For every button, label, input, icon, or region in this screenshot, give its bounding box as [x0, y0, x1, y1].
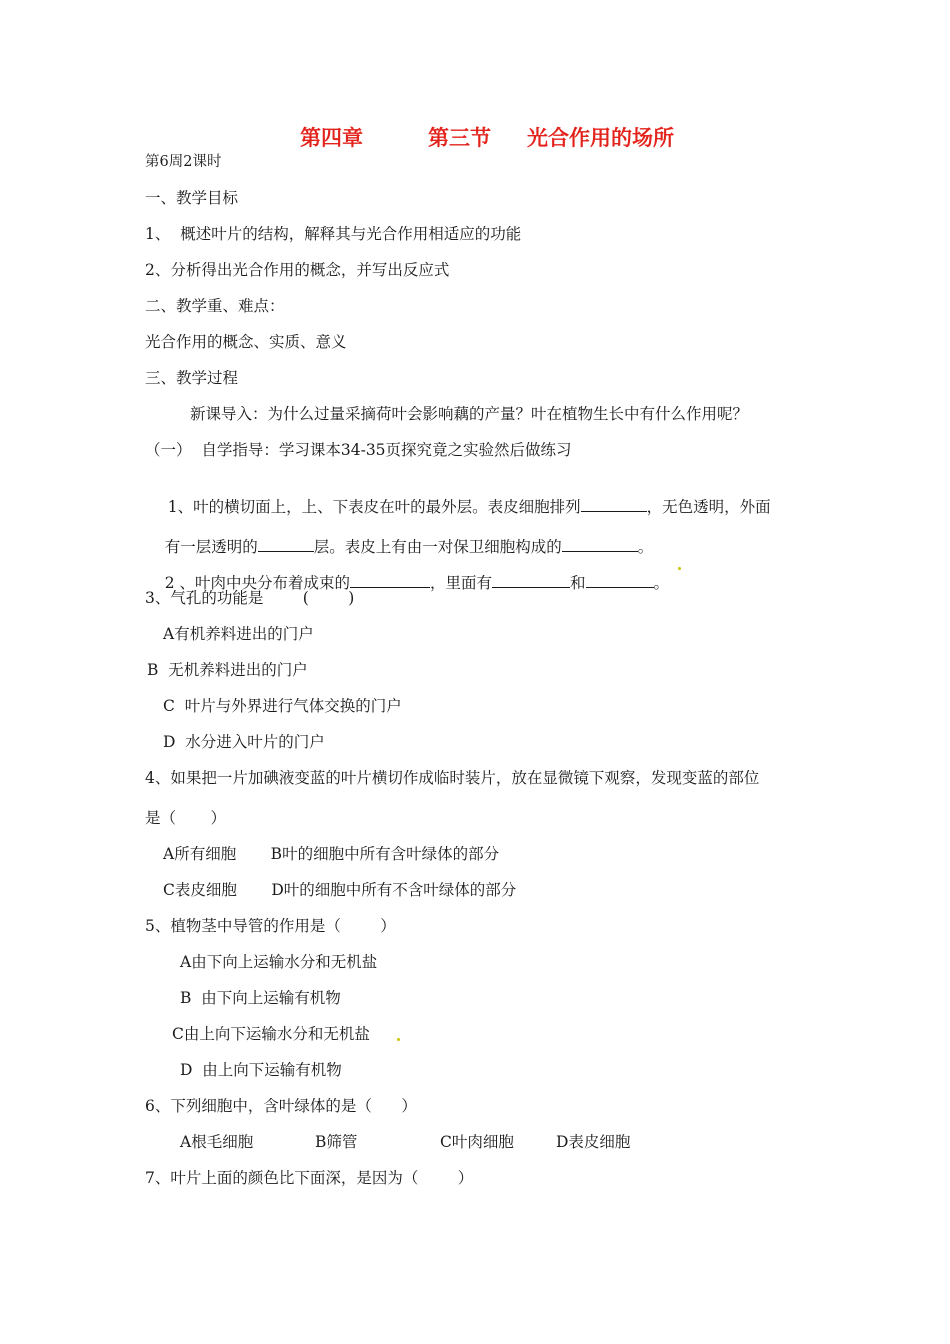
title-section: 第三节 — [428, 126, 491, 150]
question-4-options-row-1: A所有细胞 B叶的细胞中所有含叶绿体的部分 — [163, 845, 500, 863]
keypoints-heading: 二、教学重、难点： — [145, 297, 285, 315]
question-4-stem-2: 是（ ） — [145, 809, 226, 827]
question-5-option-b: B 由下向上运输有机物 — [180, 989, 341, 1007]
question-6-option-a: A根毛细胞 — [180, 1133, 254, 1151]
q1-part3: 有一层透明的 — [164, 538, 258, 556]
question-6-option-d: D表皮细胞 — [556, 1133, 631, 1151]
question-5-stem: 5、植物茎中导管的作用是（ ） — [145, 917, 396, 935]
q1-part2: ，无色透明，外面 — [646, 498, 771, 516]
blank-field — [562, 536, 638, 552]
process-intro: 新课导入：为什么过量采摘荷叶会影响藕的产量？叶在植物生长中有什么作用呢？ — [190, 405, 749, 423]
q2-part1: 2 、叶肉中央分布着成束的 — [164, 574, 351, 592]
q1-part1: 1、叶的横切面上，上、下表皮在叶的最外层。表皮细胞排列 — [167, 498, 581, 516]
selfstudy-guide: （一） 自学指导：学习课本34-35页探究竟之实验然后做练习 — [145, 441, 572, 459]
blank-field — [492, 572, 570, 588]
goal-item-1: 1、 概述叶片的结构，解释其与光合作用相适应的功能 — [145, 225, 522, 243]
goal-item-2: 2、分析得出光合作用的概念，并写出反应式 — [145, 261, 450, 279]
q2-part3: 和 — [570, 574, 586, 592]
question-3-option-a: A有机养料进出的门户 — [163, 625, 314, 643]
question-6-option-b: B筛管 — [315, 1133, 358, 1151]
question-5-option-c: C由上向下运输水分和无机盐 — [172, 1025, 370, 1043]
goals-heading: 一、教学目标 — [145, 189, 239, 207]
q2-part2: ，里面有 — [430, 574, 493, 592]
keypoints-text: 光合作用的概念、实质、意义 — [145, 333, 347, 351]
question-4-stem-1: 4、如果把一片加碘液变蓝的叶片横切作成临时装片，放在显微镜下观察，发现变蓝的部位 — [145, 769, 760, 787]
question-5-option-a: A由下向上运输水分和无机盐 — [180, 953, 378, 971]
q2-part4: 。 — [653, 574, 670, 592]
blank-field — [586, 572, 654, 588]
process-heading: 三、教学过程 — [145, 369, 239, 387]
blank-field — [581, 496, 647, 512]
question-7-stem: 7、叶片上面的颜色比下面深，是因为（ ） — [145, 1169, 474, 1187]
question-3-option-d: D 水分进入叶片的门户 — [163, 733, 325, 751]
title-chapter: 第四章 — [300, 126, 363, 150]
blank-field — [258, 536, 314, 552]
question-6-stem: 6、下列细胞中，含叶绿体的是（ ） — [145, 1097, 417, 1115]
q1-part5: 。 — [637, 538, 654, 556]
title-topic: 光合作用的场所 — [527, 126, 674, 150]
q1-part4: 层。表皮上有由一对保卫细胞构成的 — [313, 538, 562, 556]
question-5-option-d: D 由上向下运输有机物 — [180, 1061, 342, 1079]
question-6-option-c: C叶肉细胞 — [440, 1133, 514, 1151]
question-3-stem: 3、气孔的功能是 ( ) — [145, 589, 355, 607]
question-3-option-c: C 叶片与外界进行气体交换的门户 — [163, 697, 402, 715]
question-3-option-b: B 无机养料进出的门户 — [147, 661, 308, 679]
question-4-options-row-2: C表皮细胞 D叶的细胞中所有不含叶绿体的部分 — [163, 881, 517, 899]
blank-field — [350, 572, 430, 588]
speck-mark — [397, 1038, 400, 1041]
speck-mark — [678, 567, 681, 570]
schedule-text: 第6周2课时 — [145, 154, 222, 170]
